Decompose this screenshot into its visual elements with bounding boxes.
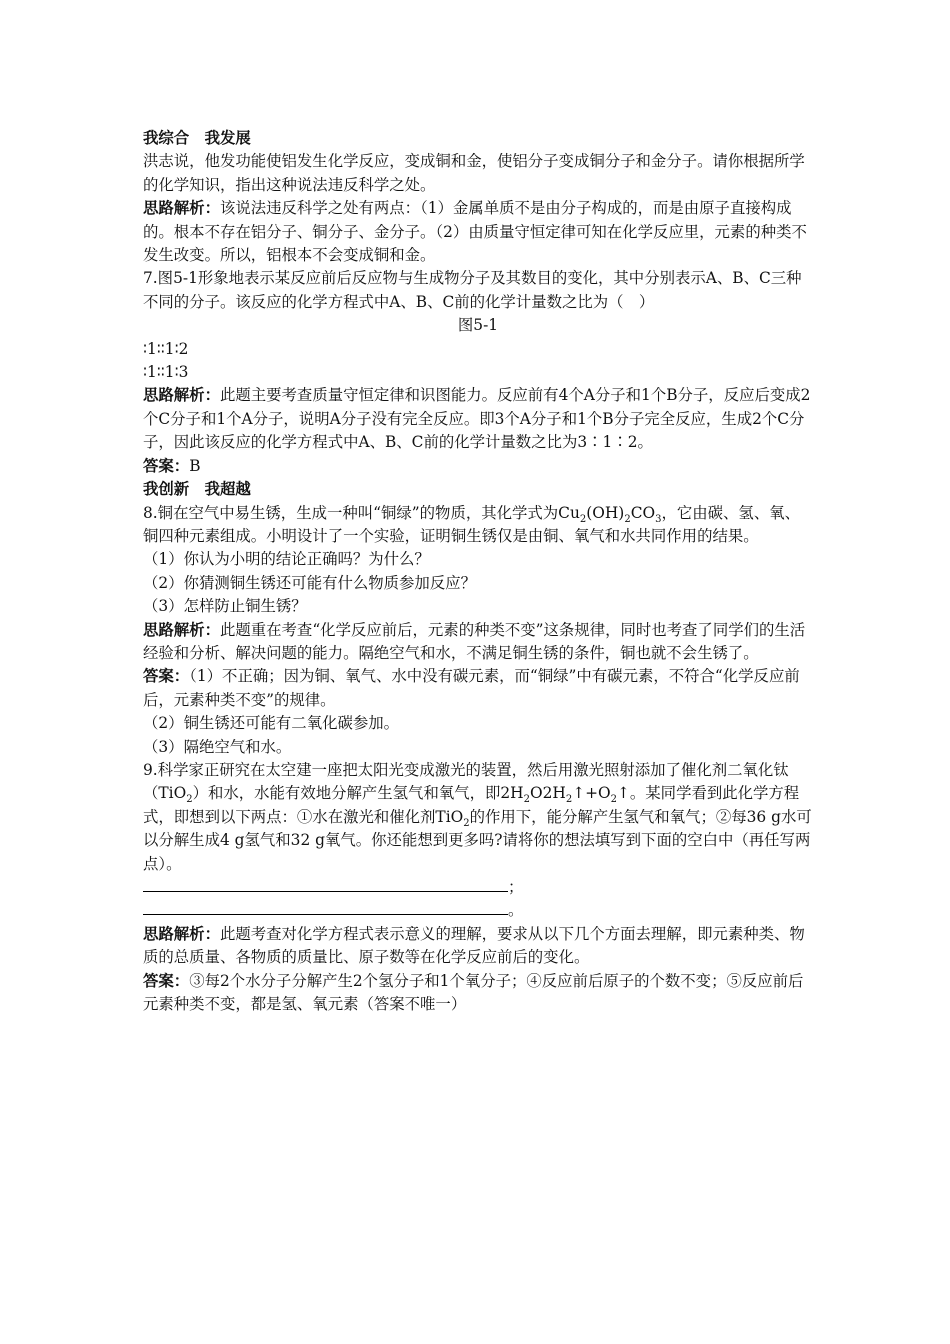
answer-text: B bbox=[189, 456, 201, 475]
question-9 bbox=[143, 759, 813, 876]
question-text: 洪志说，他发功能使铝发生化学反应，变成铜和金，使铝分子变成铜分子和金分子。请你根据所学的化学知识，指出这种说法违反科学之处。 bbox=[143, 152, 805, 194]
option-2: ∶1∶∶1∶3 bbox=[143, 363, 189, 382]
analysis-paragraph bbox=[143, 384, 813, 454]
question-text-part: (OH) bbox=[586, 503, 625, 522]
blank-punctuation: ； bbox=[508, 878, 524, 896]
question-text-part: 8.铜在空气中易生锈，生成一种叫“铜绿”的物质，其化学式为Cu bbox=[143, 503, 580, 522]
subscript: 2 bbox=[186, 794, 193, 806]
analysis-paragraph bbox=[143, 619, 813, 666]
subscript: 2 bbox=[579, 513, 587, 525]
analysis-text: 此题主要考查质量守恒定律和识图能力。反应前有4个A分子和1个B分子，反应后变成2个C分子和1个A分子，说明A分子没有完全反应。即3个A分子和1个B分子完全反应，生成2个C分子，因此该反应的化学方程式中A、B、C前的化学计量数之比为3∶1∶2。 bbox=[143, 386, 811, 452]
section-heading-comprehensive: 我综合 我发展 bbox=[143, 129, 251, 147]
sub-question-2: （2）你猜测铜生锈还可能有什么物质参加反应？ bbox=[143, 573, 476, 592]
analysis-text: 该说法违反科学之处有两点：（1）金属单质不是由分子构成的，而是由原子直接构成的。根本不存在铝分子、铜分子、金分子。（2）由质量守恒定律可知在化学反应里，元素的种类不发生改变。所以，铝根本不会变成铜和金。 bbox=[143, 199, 807, 265]
question-text-part: 的作用下，能分解产生氢气和氧气；②每36 g水可以分解生成4 g氢气和32 g氧气。你还能想到更多吗?请将你的想法填写到下面的空白中（再任写两点）。 bbox=[143, 807, 812, 873]
answer-line-3: （3）隔绝空气和水。 bbox=[143, 737, 292, 756]
subscript: 3 bbox=[655, 513, 662, 525]
answer-blank-line-1 bbox=[143, 876, 813, 899]
subscript: 2 bbox=[523, 794, 530, 806]
subscript: 2 bbox=[565, 794, 573, 806]
answer-line-2: （2）铜生锈还可能有二氧化碳参加。 bbox=[143, 714, 400, 733]
question-text-part: 9.科学家正研究在太空建一座把太阳光变成激光的装置，然后用激光照射添加了催化剂二氧化钛（TiO bbox=[143, 760, 789, 803]
analysis-paragraph bbox=[143, 197, 813, 267]
question-text-part: ↑+O bbox=[572, 784, 611, 803]
question-text-part: ，它由碳、氢、氧、铜四种元素组成。小明设计了一个实验，证明铜生锈仅是由铜、氧气和水共同作用的结果。 bbox=[143, 503, 800, 545]
question-text-part: ↑。某同学看到此化学方程式，即想到以下两点：①水在激光和催化剂TiO bbox=[143, 784, 800, 826]
answer-text: ③每2个水分子分解产生2个氢分子和1个氧分子；④反应前后原子的个数不变；⑤反应前后元素种类不变，都是氢、氧元素（答案不唯一） bbox=[143, 971, 804, 1014]
fill-in-blank[interactable] bbox=[143, 900, 508, 915]
analysis-label: 思路解析： bbox=[143, 199, 220, 218]
analysis-label: 思路解析： bbox=[143, 620, 220, 639]
answer-paragraph bbox=[143, 665, 813, 712]
answer-label: 答案： bbox=[143, 971, 190, 990]
question-text-part: O2H bbox=[529, 784, 566, 803]
answer-paragraph bbox=[143, 970, 813, 1017]
subscript: 2 bbox=[463, 817, 470, 829]
answer-paragraph bbox=[143, 455, 813, 478]
analysis-text: 此题考查对化学方程式表示意义的理解，要求从以下几个方面去理解，即元素种类、物质的总质量、各物质的质量比、原子数等在化学反应前后的变化。 bbox=[143, 924, 805, 967]
section-heading-innovation: 我创新 我超越 bbox=[143, 480, 251, 499]
subscript: 2 bbox=[624, 513, 631, 525]
analysis-label: 思路解析： bbox=[143, 386, 220, 405]
document-page bbox=[143, 127, 813, 1016]
fill-in-blank[interactable] bbox=[143, 877, 508, 892]
subscript: 2 bbox=[610, 794, 617, 806]
analysis-label: 思路解析： bbox=[143, 924, 220, 943]
question-7: 7.图5-1形象地表示某反应前后反应物与生成物分子及其数目的变化，其中分别表示A、B、C三种不同的分子。该反应的化学方程式中A、B、C前的化学计量数之比为（ ） bbox=[143, 269, 802, 311]
analysis-text: 此题重在考查“化学反应前后，元素的种类不变”这条规律，同时也考查了同学们的生活经验和分析、解决问题的能力。隔绝空气和水，不满足铜生锈的条件，铜也就不会生锈了。 bbox=[143, 620, 806, 662]
answer-text: （1）不正确；因为铜、氧气、水中没有碳元素，而“铜绿”中有碳元素，不符合“化学反应前后，元素种类不变”的规律。 bbox=[143, 667, 800, 709]
analysis-paragraph bbox=[143, 923, 813, 970]
answer-blank-line-2 bbox=[143, 899, 813, 922]
question-text-part: CO bbox=[630, 503, 656, 522]
question-text-part: ）和水，水能有效地分解产生氢气和氧气，即2H bbox=[192, 784, 524, 803]
figure-caption: 图5-1 bbox=[457, 316, 499, 335]
answer-label: 答案： bbox=[143, 667, 190, 686]
sub-question-1: （1）你认为小明的结论正确吗？为什么？ bbox=[143, 550, 430, 569]
blank-punctuation: 。 bbox=[508, 901, 524, 920]
answer-label: 答案： bbox=[143, 456, 190, 475]
option-1: ∶1∶∶1∶2 bbox=[143, 339, 189, 358]
sub-question-3: （3）怎样防止铜生锈？ bbox=[143, 597, 307, 616]
question-8 bbox=[143, 502, 813, 549]
